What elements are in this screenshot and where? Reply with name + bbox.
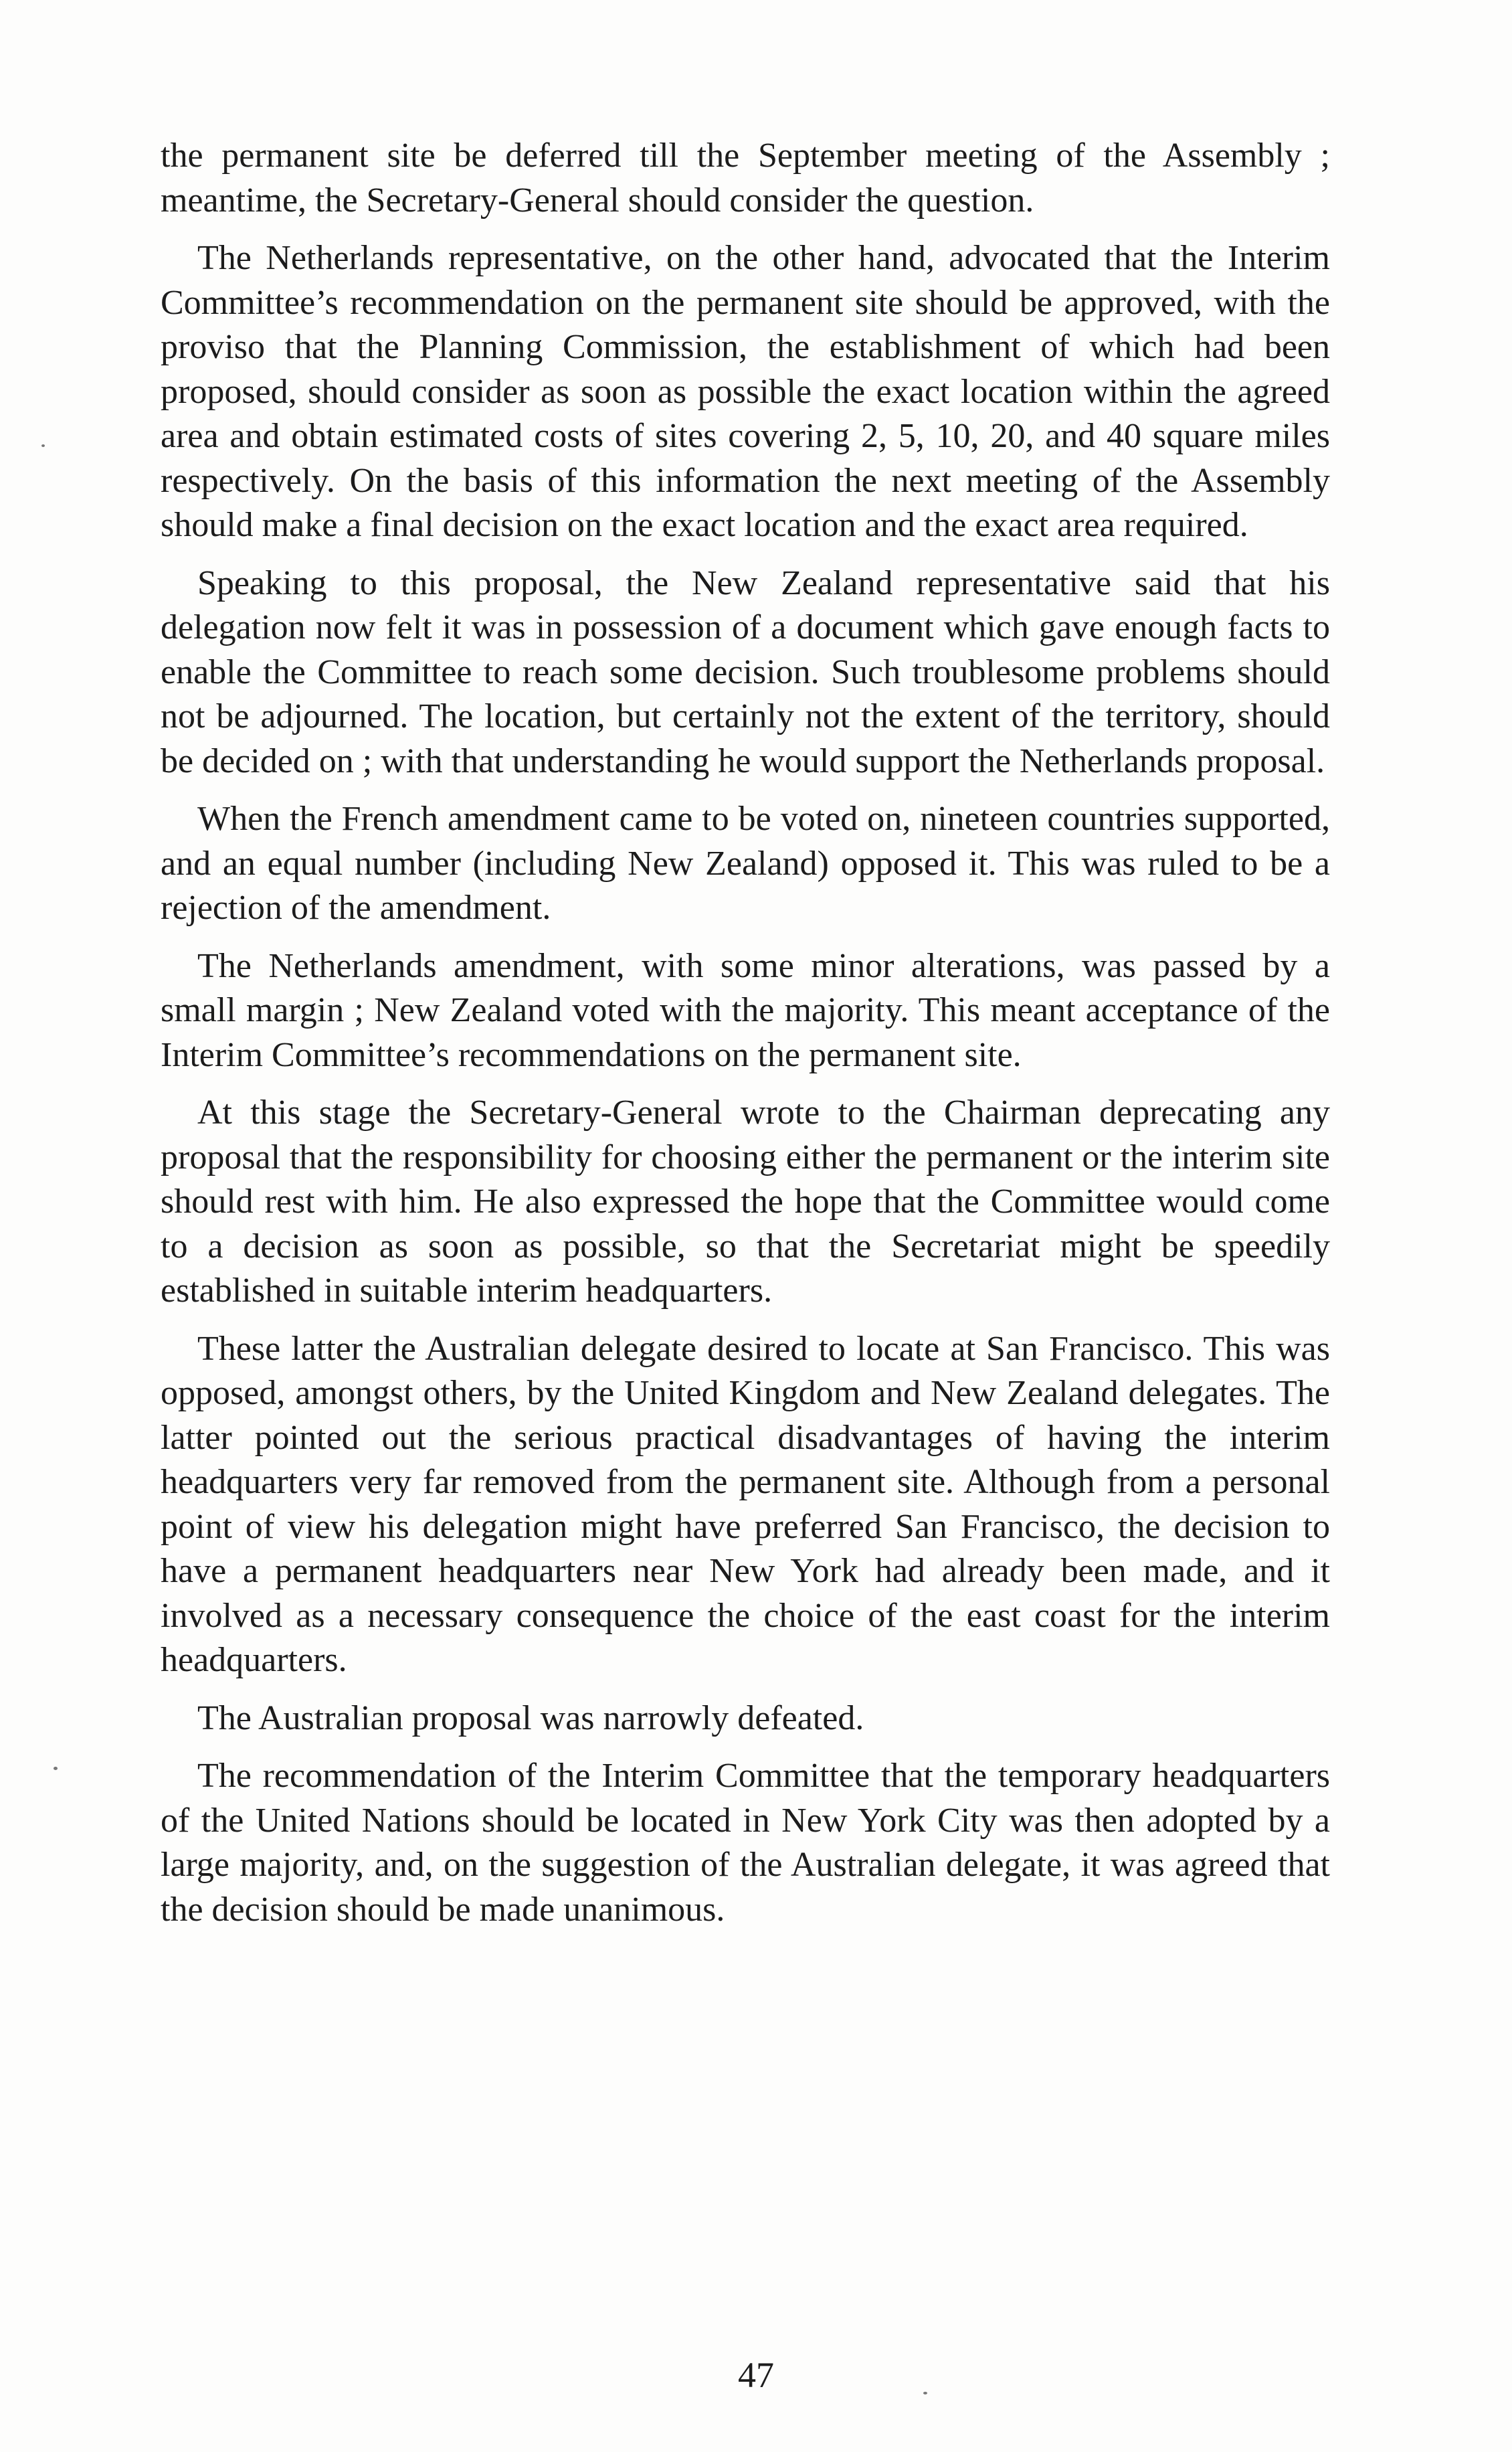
paragraph: These latter the Australian delegate desired to locate at San Francisco. This was opposed, amongst others, by the United Kingdom and New Zealand delegates. The latter pointed out the serious practical disadvantages of having the interim headquarters very far removed from the permanent site. Although from a personal point of view his delegation might have preferred San Francisco, the decision to have a permanent headquarters near New York had already been made, and it involved as a necessary consequence the choice of the east coast for the interim headquarters. (161, 1329, 1330, 1679)
paragraph: The Netherlands representative, on the other hand, advocated that the Interim Committee’s recommendation on the permanent site should be approved, with the proviso that the Planning Commission, the establishment of which had been proposed, should consider as soon as possible the exact location within the agreed area and obtain estimated costs of sites covering 2, 5, 10, 20, and 40 square miles respectively. On the basis of this information the next meeting of the Assembly should make a final decision on the exact location and the exact area required. (161, 239, 1330, 544)
page-number: 47 (738, 2355, 774, 2395)
scan-speck (41, 444, 45, 447)
paragraph: At this stage the Secretary-General wrote to the Chairman deprecating any proposal that the responsibility for choosing either the permanent or the interim site should rest with him. He also expressed the hope that the Committee would come to a decision as soon as possible, so that the Secretariat might be speedily established in suitable interim headquarters. (161, 1093, 1330, 1310)
scan-speck (923, 2392, 927, 2394)
paragraph: The recommendation of the Interim Committee that the temporary headquarters of the United Nations should be located in New York City was then adopted by a large majority, and, on the suggestion of the Australian delegate, it was agreed that the decision should be made unanimous. (161, 1757, 1330, 1929)
body-text (161, 134, 1330, 1945)
paragraph: Speaking to this proposal, the New Zealand representative said that his delegation now felt it was in possession of a document which gave enough facts to enable the Committee to reach some decision. Such troublesome problems should not be adjourned. The location, but certainly not the extent of the territory, should be decided on ; with that understanding he would support the Netherlands proposal. (161, 563, 1330, 780)
scan-speck (54, 1767, 58, 1770)
paragraph: The Australian proposal was narrowly defeated. (197, 1698, 864, 1737)
paragraph: the permanent site be deferred till the September meeting of the Assembly ; meantime, the Secretary-General should consider the question. (161, 137, 1330, 220)
paragraph: When the French amendment came to be voted on, nineteen countries supported, and an equal number (including New Zealand) opposed it. This was ruled to be a rejection of the amendment. (161, 800, 1330, 927)
paragraph: The Netherlands amendment, with some minor alterations, was passed by a small margin ; New Zealand voted with the majority. This meant acceptance of the Interim Committee’s recommendations on the permanent site. (161, 946, 1330, 1074)
